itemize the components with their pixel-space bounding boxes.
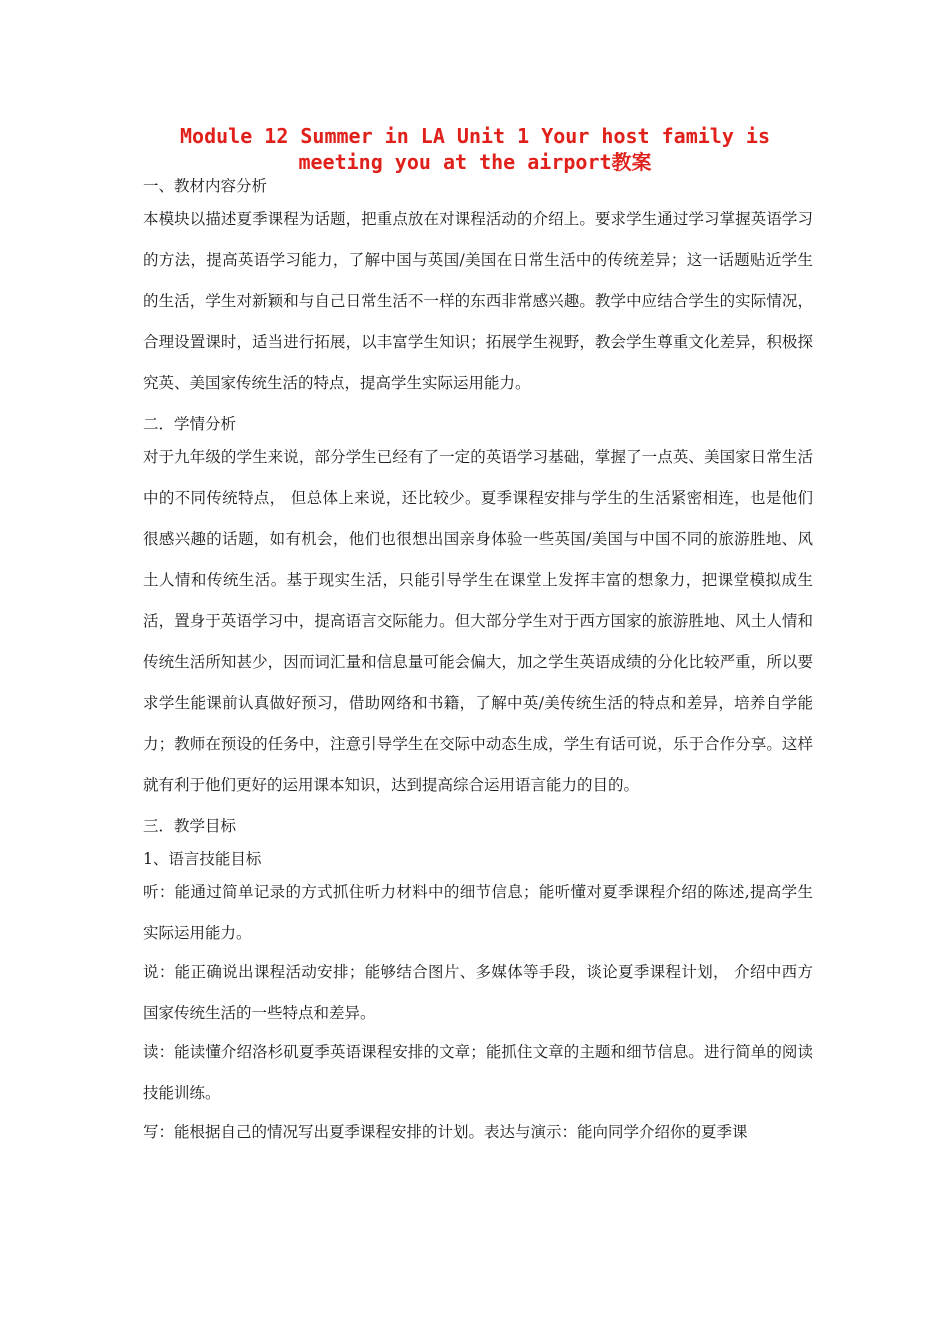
section-heading-textbook-analysis: 一、教材内容分析 <box>143 177 268 195</box>
document-body <box>143 176 813 1145</box>
document-title: Module 12 Summer in LA Unit 1 Your host family is meeting you at the airport教案 <box>179 124 770 174</box>
goal-item-speaking: 说：能正确说出课程活动安排；能够结合图片、多媒体等手段，谈论夏季课程计划， 介绍中西方国家传统生活的一些特点和差异。 <box>143 963 813 1022</box>
subheading-language-skills: 1、语言技能目标 <box>143 850 262 868</box>
section-heading-student-analysis: 二．学情分析 <box>143 415 237 433</box>
section-paragraph-textbook-analysis: 本模块以描述夏季课程为话题，把重点放在对课程活动的介绍上。要求学生通过学习掌握英语学习的方法，提高英语学习能力，了解中国与英国/美国在日常生活中的传统差异；这一话题贴近学生的生活，学生对新颖和与自己日常生活不一样的东西非常感兴趣。教学中应结合学生的实际情况，合理设置课时，适当进行拓展，以丰富学生知识；拓展学生视野，教会学生尊重文化差异，积极探究英、美国家传统生活的特点，提高学生实际运用能力。 <box>143 210 813 392</box>
section-paragraph-student-analysis: 对于九年级的学生来说，部分学生已经有了一定的英语学习基础，掌握了一点英、美国家日常生活中的不同传统特点， 但总体上来说，还比较少。夏季课程安排与学生的生活紧密相连，也是他们很感兴趣的话题，如有机会，他们也很想出国亲身体验一些英国/美国与中国不同的旅游胜地、风土人情和传统生活。基于现实生活，只能引导学生在课堂上发挥丰富的想象力，把课堂模拟成生活，置身于英语学习中，提高语言交际能力。但大部分学生对于西方国家的旅游胜地、风土人情和传统生活所知甚少，因而词汇量和信息量可能会偏大，加之学生英语成绩的分化比较严重，所以要求学生能课前认真做好预习，借助网络和书籍，了解中英/美传统生活的特点和差异，培养自学能力；教师在预设的任务中，注意引导学生在交际中动态生成，学生有话可说，乐于合作分享。这样就有利于他们更好的运用课本知识，达到提高综合运用语言能力的目的。 <box>143 448 813 794</box>
goal-item-writing: 写：能根据自己的情况写出夏季课程安排的计划。表达与演示：能向同学介绍你的夏季课 <box>143 1123 748 1141</box>
goal-item-reading: 读：能读懂介绍洛杉矶夏季英语课程安排的文章；能抓住文章的主题和细节信息。进行简单的阅读技能训练。 <box>143 1043 813 1102</box>
goal-item-listening: 听：能通过简单记录的方式抓住听力材料中的细节信息；能听懂对夏季课程介绍的陈述,提高学生实际运用能力。 <box>143 883 813 942</box>
section-heading-teaching-goals: 三．教学目标 <box>143 817 237 835</box>
